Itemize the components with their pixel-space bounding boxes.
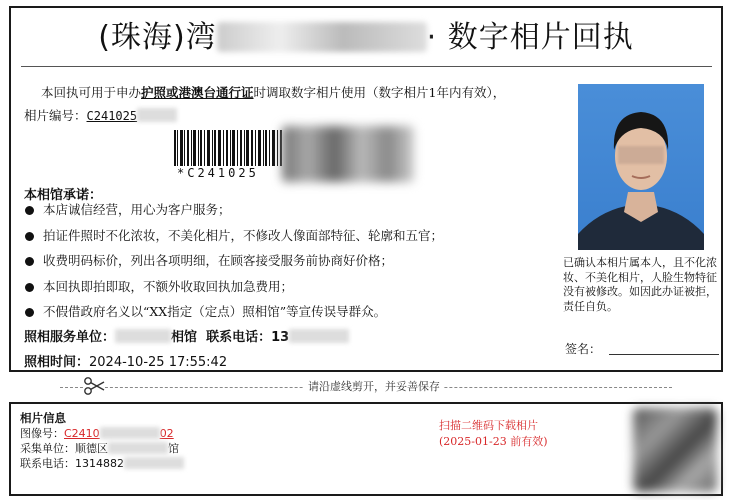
collect-unit-row xyxy=(20,440,179,456)
studio-label: 照相服务单位： xyxy=(24,330,116,345)
portrait-figure-icon xyxy=(578,84,704,250)
list-item xyxy=(25,202,443,228)
collect-unit-value: 顺德区 xyxy=(75,442,108,455)
title-suffix: · 数字相片回执 xyxy=(426,20,634,55)
intro-pre: 本回执可用于申办 xyxy=(41,85,142,100)
barcode-redacted xyxy=(282,126,414,182)
scan-qr-note xyxy=(439,418,548,450)
image-number-redacted xyxy=(100,427,160,439)
promise-text: 拍证件照时不化浓妆，不美化相片，不修改人像面部特征、轮廓和五官； xyxy=(43,227,444,243)
barcode-icon xyxy=(174,130,284,166)
studio-name-suffix: 相馆 xyxy=(171,330,198,345)
image-number-row xyxy=(20,425,174,441)
studio-name-redacted xyxy=(115,329,171,343)
list-item xyxy=(25,253,443,279)
signature-field xyxy=(565,340,719,357)
intro-text xyxy=(41,83,505,101)
photo-info-stub xyxy=(9,402,723,496)
promise-list xyxy=(25,202,443,330)
collect-unit-label: 采集单位： xyxy=(20,442,75,455)
promise-text: 本店诚信经营，用心为客户服务； xyxy=(43,202,231,217)
title-divider xyxy=(21,66,712,67)
bullet-icon xyxy=(25,257,34,266)
scissors-icon xyxy=(83,376,105,396)
title-prefix: (珠海) xyxy=(98,20,186,55)
studio-phone-redacted xyxy=(289,329,349,343)
list-item xyxy=(25,228,443,254)
shot-time-label: 照相时间： xyxy=(24,355,90,370)
bullet-icon xyxy=(25,206,34,215)
bottom-phone-redacted xyxy=(124,457,184,469)
bullet-icon xyxy=(25,308,34,317)
promise-text: 收费明码标价，列出各项明细，在顾客接受服务前协商好价格； xyxy=(43,253,394,268)
photo-number xyxy=(24,106,177,124)
cut-instruction: 请沿虚线剪开，并妥善保存 xyxy=(304,378,444,394)
bullet-icon xyxy=(25,232,34,241)
shot-time xyxy=(24,351,227,370)
portrait-photo xyxy=(578,84,704,250)
promise-text: 不假借政府名义以“XX指定（定点）照相馆”等宣传误导群众。 xyxy=(43,304,387,319)
barcode-text: *C241025 xyxy=(177,166,259,180)
photo-number-value: C241025 xyxy=(86,109,138,123)
bottom-phone-row xyxy=(20,455,184,471)
studio-phone-label: 联系电话： xyxy=(206,330,272,345)
image-number-tail: 02 xyxy=(159,427,174,440)
photo-number-label: 相片编号： xyxy=(24,108,87,123)
photo-info-heading: 相片信息 xyxy=(20,411,66,425)
intro-post: 时调取数字相片使用（数字相片1年内有效）， xyxy=(253,85,506,100)
studio-phone-prefix: 13 xyxy=(271,330,290,345)
list-item xyxy=(25,279,443,305)
receipt-main-card xyxy=(9,6,723,372)
image-number-label: 图像号： xyxy=(20,427,64,440)
image-number-value: C2410 xyxy=(64,427,100,440)
intro-highlight: 护照或港澳台通行证 xyxy=(141,85,254,100)
shot-time-value: 2024-10-25 17:55:42 xyxy=(89,355,228,370)
collect-unit-redacted xyxy=(108,442,168,454)
bottom-phone-value: 1314882 xyxy=(75,457,124,470)
scan-qr-line1: 扫描二维码下载相片 xyxy=(439,419,538,432)
promise-heading: 本相馆承诺： xyxy=(24,188,103,203)
photo-number-redacted xyxy=(137,108,177,122)
receipt-title xyxy=(11,12,721,56)
studio-info xyxy=(24,326,349,345)
scan-qr-line2: (2025-01-23 前有效) xyxy=(439,435,548,448)
bullet-icon xyxy=(25,283,34,292)
signature-line xyxy=(609,354,719,355)
qr-code-icon[interactable] xyxy=(633,408,717,492)
bottom-phone-label: 联系电话： xyxy=(20,457,75,470)
title-redacted-block xyxy=(217,22,427,52)
title-blurred-start: 湾 xyxy=(185,20,217,55)
confirm-statement: 已确认本相片属本人，且不化浓妆、不美化相片，人脸生物特征没有被修改。如因此办证被拒，责任自负。 xyxy=(563,256,717,313)
signature-label: 签名： xyxy=(565,342,602,356)
promise-text: 本回执即拍即取，不额外收取回执加急费用； xyxy=(43,278,294,294)
collect-unit-tail: 馆 xyxy=(168,442,179,455)
